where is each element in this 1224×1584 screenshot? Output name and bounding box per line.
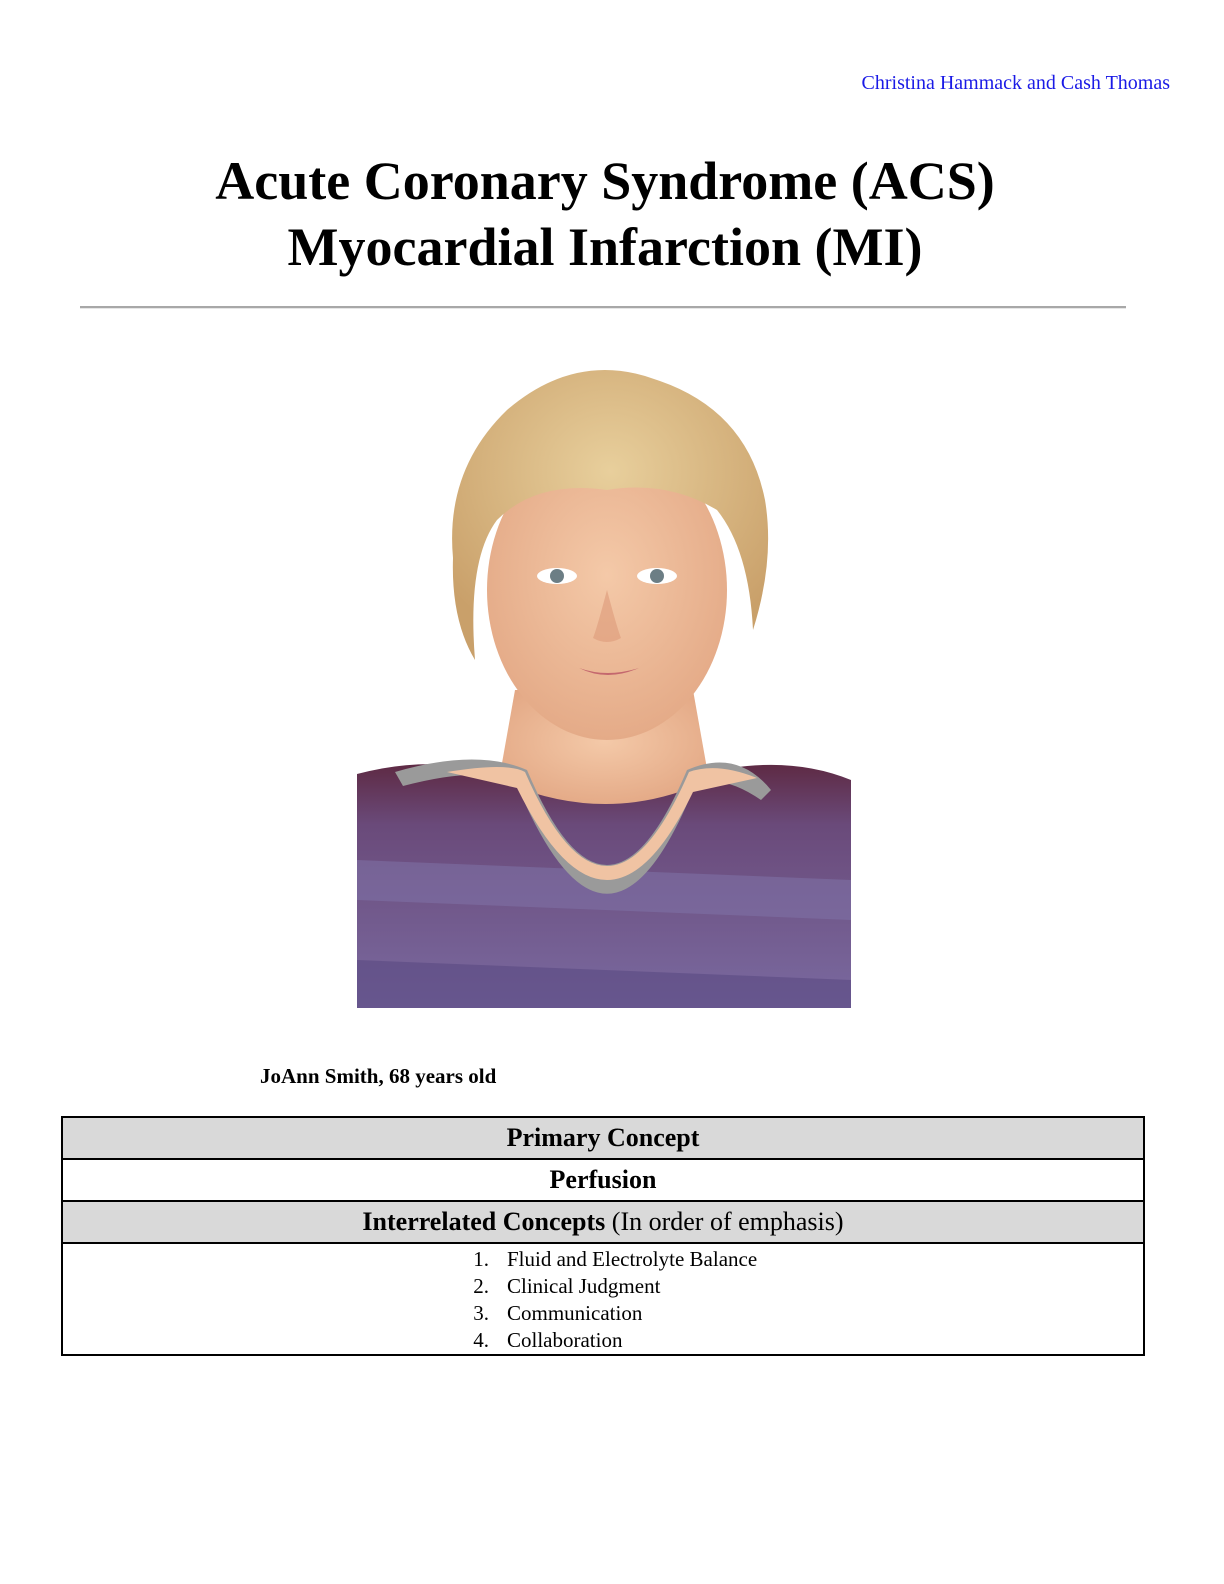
- primary-concept-header-label: Primary Concept: [506, 1123, 700, 1152]
- interrelated-concepts-cell: [62, 1243, 1144, 1355]
- list-item-number: 1.: [473, 1247, 489, 1271]
- list-item-number: 3.: [473, 1301, 489, 1325]
- concepts-table: [61, 1116, 1145, 1356]
- horizontal-divider: [80, 306, 1126, 309]
- interrelated-concepts-header-row: [62, 1201, 1144, 1243]
- patient-caption: JoAnn Smith, 68 years old: [260, 1064, 497, 1088]
- title-line-1: Acute Coronary Syndrome (ACS): [215, 151, 995, 211]
- list-item-label: Communication: [507, 1301, 643, 1325]
- interrelated-concepts-note: (In order of emphasis): [605, 1207, 844, 1236]
- interrelated-concepts-list-row: [62, 1243, 1144, 1355]
- interrelated-concepts-header: [62, 1201, 1144, 1243]
- title-line-2: Myocardial Infarction (MI): [287, 217, 923, 277]
- primary-concept-value: Perfusion: [62, 1159, 1144, 1201]
- list-item-number: 2.: [473, 1274, 489, 1298]
- primary-concept-value-row: [62, 1159, 1144, 1201]
- list-item: [453, 1273, 753, 1300]
- patient-photo: [357, 360, 851, 1008]
- authors-line: Christina Hammack and Cash Thomas: [861, 72, 1170, 94]
- list-item-label: Collaboration: [507, 1328, 623, 1352]
- list-item-number: 4.: [473, 1328, 489, 1352]
- list-item: [453, 1246, 758, 1273]
- list-item-label: Clinical Judgment: [507, 1274, 661, 1298]
- primary-concept-header: [62, 1117, 1144, 1159]
- page-title: [0, 148, 1210, 280]
- interrelated-concepts-list: [453, 1244, 758, 1354]
- list-item: [453, 1327, 753, 1354]
- primary-concept-header-row: [62, 1117, 1144, 1159]
- list-item-label: Fluid and Electrolyte Balance: [507, 1247, 758, 1271]
- interrelated-concepts-label: Interrelated Concepts: [362, 1207, 606, 1236]
- list-item: [453, 1300, 753, 1327]
